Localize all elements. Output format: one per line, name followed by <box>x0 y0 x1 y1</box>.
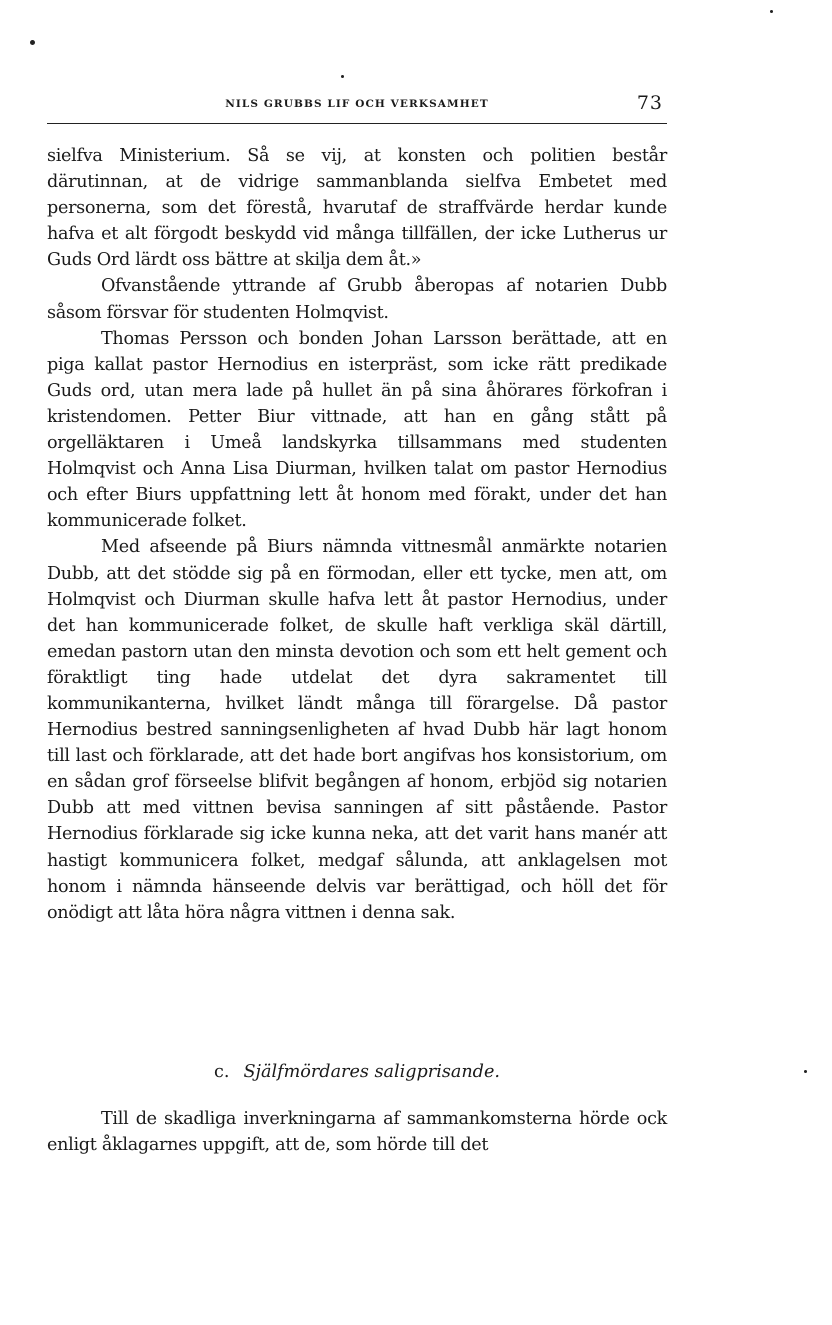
section-letter: c. <box>214 1062 230 1082</box>
body-text <box>47 143 667 926</box>
header-rule <box>47 123 667 124</box>
print-speck <box>804 1070 807 1073</box>
paragraph: Till de skadliga inverkningarna af sammankomsterna hörde ock enligt åklagarnes uppgift, att de, som hörde till det <box>47 1109 667 1156</box>
section-heading <box>47 1059 667 1085</box>
page-number: 73 <box>636 92 663 114</box>
print-speck <box>770 10 773 13</box>
print-speck <box>341 75 344 78</box>
paragraph-continuation: sielfva Ministerium. Så se vij, at konsten och politien består därutinnan, at de vidrige sammanblanda sielfva Embetet med personerna, som det förestå, hvarutaf de straffvärde herdar kunde hafva et alt förgodt beskydd vid många tillfällen, der icke Lutherus ur Guds Ord lärdt oss bättre at skilja dem åt.» <box>47 146 667 271</box>
print-speck <box>30 40 35 45</box>
running-title: NILS GRUBBS LIF OCH VERKSAMHET <box>225 98 489 110</box>
section-title: Själfmördares saligprisande. <box>243 1062 500 1082</box>
paragraph: Ofvanstående yttrande af Grubb åberopas af notarien Dubb såsom försvar för studenten Holmqvist. <box>47 276 667 323</box>
body-text-section <box>47 1106 667 1158</box>
running-head <box>47 92 667 118</box>
paragraph: Thomas Persson och bonden Johan Larsson berättade, att en piga kallat pastor Hernodius en isterpräst, som icke rätt predikade Guds ord, utan mera lade på hullet än på sina åhörares förkofran i kristendomen. Petter Biur vittnade, att han en gång stått på orgelläktaren i Umeå landskyrka tillsammans med studenten Holmqvist och Anna Lisa Diurman, hvilken talat om pastor Hernodius och efter Biurs uppfattning lett åt honom med förakt, under det han kommunicerade folket. <box>47 328 667 532</box>
paragraph: Med afseende på Biurs nämnda vittnesmål anmärkte notarien Dubb, att det stödde sig på en förmodan, eller ett tycke, men att, om Holmqvist och Diurman skulle hafva lett åt pastor Hernodius, under det han kommunicerade folket, de skulle haft verkliga skäl därtill, emedan pastorn utan den minsta devotion och som ett helt gement och föraktligt ting hade utdelat det dyra sakramentet till kommunikanterna, hvilket ländt många till förargelse. Då pastor Hernodius bestred sanningsenligheten af hvad Dubb här lagt honom till last och förklarade, att det hade bort angifvas hos konsistorium, om en sådan grof förseelse blifvit begången af honom, erbjöd sig notarien Dubb att med vittnen bevisa sanningen af sitt påstående. Pastor Hernodius förklarade sig icke kunna neka, att det varit hans manér att hastigt kommunicera folket, medgaf sålunda, att anklagelsen mot honom i nämnda hänseende delvis var berättigad, och höll det för onödigt att låta höra några vittnen i denna sak. <box>47 537 667 923</box>
